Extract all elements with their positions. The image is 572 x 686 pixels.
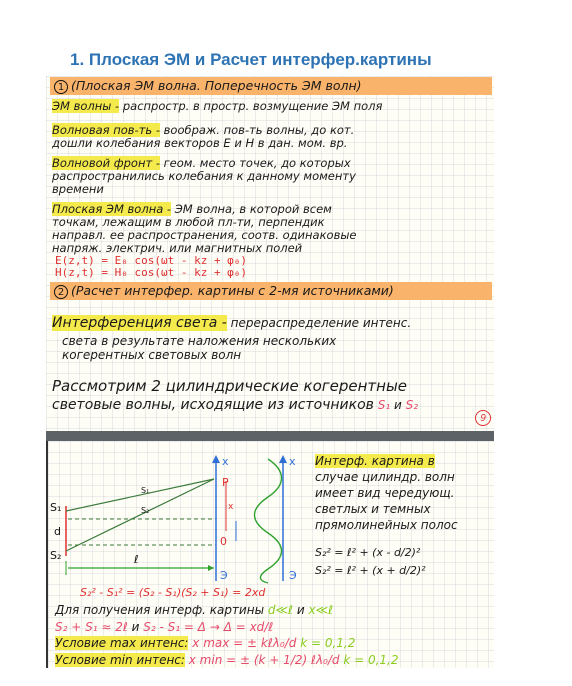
label-p: P (222, 476, 229, 489)
formula-e: E(z,t) = E₀ cos(ωt - kz + φ₀) (55, 254, 248, 267)
def-line: точкам, лежащим в любой пл-ти, перпендик (52, 215, 325, 229)
def-text: ЭМ волна, в которой всем (171, 202, 332, 216)
def-term: ЭМ волны - (52, 99, 120, 113)
condition-and: и (296, 603, 305, 617)
label-r2: S₂ (141, 506, 150, 515)
consider-line-2-text: световые волны, исходящие из источников (52, 397, 374, 413)
max-label: Условие max интенс: (55, 636, 189, 650)
approx-1: S₂ + S₁ ≈ 2ℓ (55, 620, 128, 634)
section1-title-text: (Плоская ЭМ волна. Поперечность ЭМ волн) (71, 78, 362, 93)
min-k: k = 0,1,2 (343, 653, 399, 667)
section2-title (50, 282, 492, 300)
def-term: Волновая пов-ть - (52, 123, 160, 137)
desc-line: светлых и темных (315, 502, 431, 516)
def-line: распространились колебания к данному моменту (52, 169, 356, 183)
consider-line-1: Рассмотрим 2 цилиндрические когерентные (52, 377, 408, 395)
min-equation: x min = ± (k + 1/2) ℓλ₀/d (188, 653, 340, 667)
source-and: и (390, 398, 406, 412)
interference-term: Интерференция света - (52, 315, 227, 331)
interference-def (52, 314, 411, 332)
label-x-small: x (228, 502, 234, 512)
approx-line (55, 620, 273, 634)
approx-and: и (131, 620, 140, 634)
desc-title: Интерф. картина в (315, 454, 435, 468)
desc-line (315, 454, 435, 468)
interference-line: света в результате наложения нескольких (62, 334, 337, 348)
equation-2: S₂² = ℓ² + (x + d/2)² (315, 564, 426, 577)
def-line: напряж. электрич. или магнитных полей (52, 241, 303, 255)
arrow-head (279, 455, 287, 463)
label-zero: 0 (220, 535, 227, 548)
def-line: дошли колебания векторов E и H в дан. мом. вр. (52, 136, 348, 150)
condition-2: x≪ℓ (308, 603, 334, 617)
arrow-head (208, 565, 214, 571)
section1-number: 1 (54, 80, 68, 94)
min-condition (55, 653, 399, 667)
arrow-head (212, 455, 220, 463)
label-axis-x2: x (289, 455, 296, 468)
page-divider (46, 431, 494, 441)
def-line: направл. ее распространения, соотв. одинаковые (52, 228, 357, 242)
formula-h: H(z,t) = H₀ cos(ωt - kz + φ₀) (55, 266, 248, 279)
condition-text: Для получения интерф. картины (55, 603, 265, 617)
consider-line-2 (52, 396, 418, 414)
page-heading: 1. Плоская ЭМ и Расчет интерфер.картины (70, 50, 432, 69)
label-s2: S₂ (50, 549, 62, 562)
section2-title-text: (Расчет интерфер. картины с 2-мя источниками) (71, 283, 394, 298)
def-text: распростр. в простр. возмущение ЭМ поля (119, 99, 383, 113)
source-s2: S₂ (405, 398, 419, 412)
label-axis-x1: x (222, 455, 229, 468)
interference-text: перераспределение интенс. (226, 316, 412, 330)
label-l: ℓ (134, 553, 139, 566)
label-s1: S₁ (50, 501, 62, 514)
def-text: воображ. пов-ть волны, до кот. (160, 123, 355, 137)
def-term: Волновой фронт - (52, 156, 160, 170)
max-equation: x max = ± kℓλ₀/d (192, 636, 297, 650)
condition-1: d≪ℓ (267, 603, 294, 617)
label-r1: S₁ (141, 486, 150, 495)
def-term: Плоская ЭМ волна - (52, 202, 172, 216)
label-screen-e1: Э (220, 569, 228, 582)
page-number: 9 (475, 410, 491, 426)
section2-number: 2 (54, 285, 68, 299)
ray-s1 (66, 479, 214, 511)
max-condition (55, 636, 355, 650)
source-s1: S₁ (377, 398, 391, 412)
condition-line (55, 603, 333, 617)
max-k: k = 0,1,2 (300, 636, 356, 650)
desc-line: случае цилиндр. волн (315, 470, 455, 484)
def-line: времени (52, 182, 104, 196)
label-d: d (54, 525, 61, 538)
equation-1: S₂² = ℓ² + (x - d/2)² (315, 546, 421, 559)
interference-line: когерентных световых волн (62, 348, 242, 362)
desc-line: прямолинейных полос (315, 518, 458, 532)
ray-s2 (66, 479, 214, 551)
approx-2: S₂ - S₁ = Δ → Δ = xd/ℓ (143, 620, 274, 634)
def-text: геом. место точек, до которых (159, 156, 351, 170)
desc-line: имеет вид чередующ. (315, 486, 455, 500)
def-em-waves (52, 100, 382, 113)
intensity-wave (255, 459, 282, 583)
difference-equation: S₂² - S₁² = (S₂ - S₁)(S₂ + S₁) = 2xd (80, 586, 266, 599)
label-screen-e2: Э (289, 569, 297, 582)
section1-title (50, 77, 492, 95)
min-label: Условие min интенс: (55, 653, 185, 667)
